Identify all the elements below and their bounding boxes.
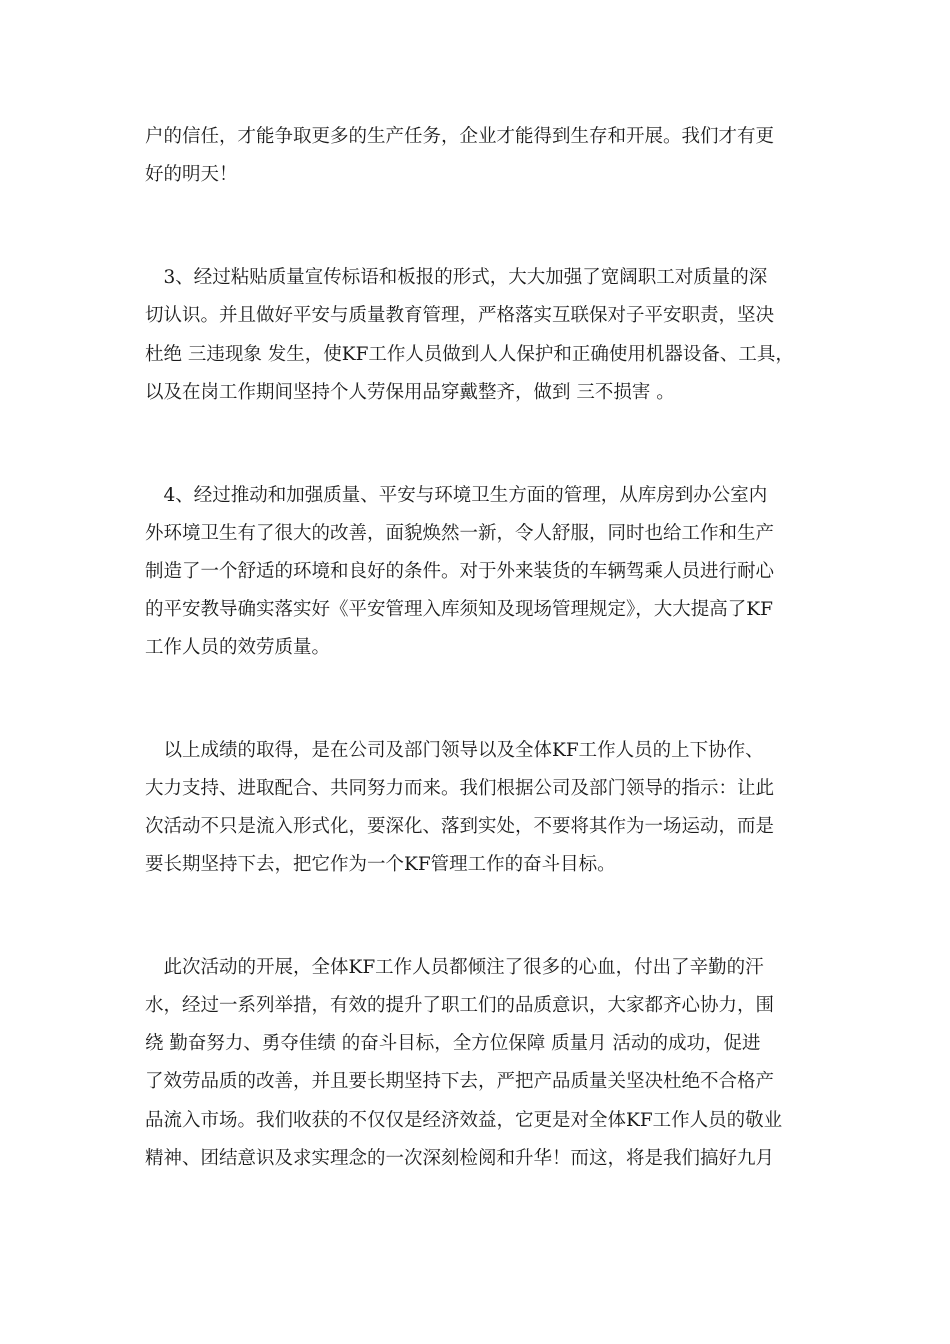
text-line: 此次活动的开展，全体KF工作人员都倾注了很多的心血，付出了辛勤的汗 bbox=[145, 957, 764, 978]
text-line: 了效劳品质的改善，并且要长期坚持下去，严把产品质量关坚决杜绝不合格产 bbox=[145, 1071, 775, 1092]
text-line: 水，经过一系列举措，有效的提升了职工们的品质意识，大家都齐心协力，围 bbox=[145, 995, 775, 1016]
text-line: 以上成绩的取得，是在公司及部门领导以及全体KF工作人员的上下协作、 bbox=[145, 740, 764, 761]
text-line: 绕 勤奋努力、勇夺佳绩 的奋斗目标，全方位保障 质量月 活动的成功，促进 bbox=[145, 1033, 761, 1054]
text-line: 杜绝 三违现象 发生，使KF工作人员做到人人保护和正确使用机器设备、工具， bbox=[145, 344, 794, 365]
text-line: 切认识。并且做好平安与质量教育管理，严格落实互联保对子平安职责，坚决 bbox=[145, 305, 775, 326]
text-line: 次活动不只是流入形式化，要深化、落到实处，不要将其作为一场运动，而是 bbox=[145, 816, 775, 837]
text-line: 好的明天！ bbox=[145, 164, 238, 185]
text-line: 工作人员的效劳质量。 bbox=[145, 637, 331, 658]
text-line: 要长期坚持下去，把它作为一个KF管理工作的奋斗目标。 bbox=[145, 854, 616, 875]
text-line: 的平安教导确实落实好《平安管理入库须知及现场管理规定》，大大提高了KF bbox=[145, 599, 773, 620]
text-line: 以及在岗工作期间坚持个人劳保用品穿戴整齐，做到 三不损害 。 bbox=[145, 382, 675, 403]
text-line: 大力支持、进取配合、共同努力而来。我们根据公司及部门领导的指示：让此 bbox=[145, 778, 775, 799]
text-line: 制造了一个舒适的环境和良好的条件。对于外来装货的车辆驾乘人员进行耐心 bbox=[145, 561, 775, 582]
text-line: 品流入市场。我们收获的不仅仅是经济效益，它更是对全体KF工作人员的敬业 bbox=[145, 1110, 783, 1131]
text-line: 3、经过粘贴质量宣传标语和板报的形式，大大加强了宽阔职工对质量的深 bbox=[145, 267, 768, 288]
text-line: 外环境卫生有了很大的改善，面貌焕然一新，令人舒服，同时也给工作和生产 bbox=[145, 523, 775, 544]
text-line: 户的信任，才能争取更多的生产任务，企业才能得到生存和开展。我们才有更 bbox=[145, 126, 775, 147]
text-line: 4、经过推动和加强质量、平安与环境卫生方面的管理，从库房到办公室内 bbox=[145, 485, 768, 506]
text-line: 精神、团结意识及求实理念的一次深刻检阅和升华！而这，将是我们搞好九月 bbox=[145, 1148, 775, 1169]
